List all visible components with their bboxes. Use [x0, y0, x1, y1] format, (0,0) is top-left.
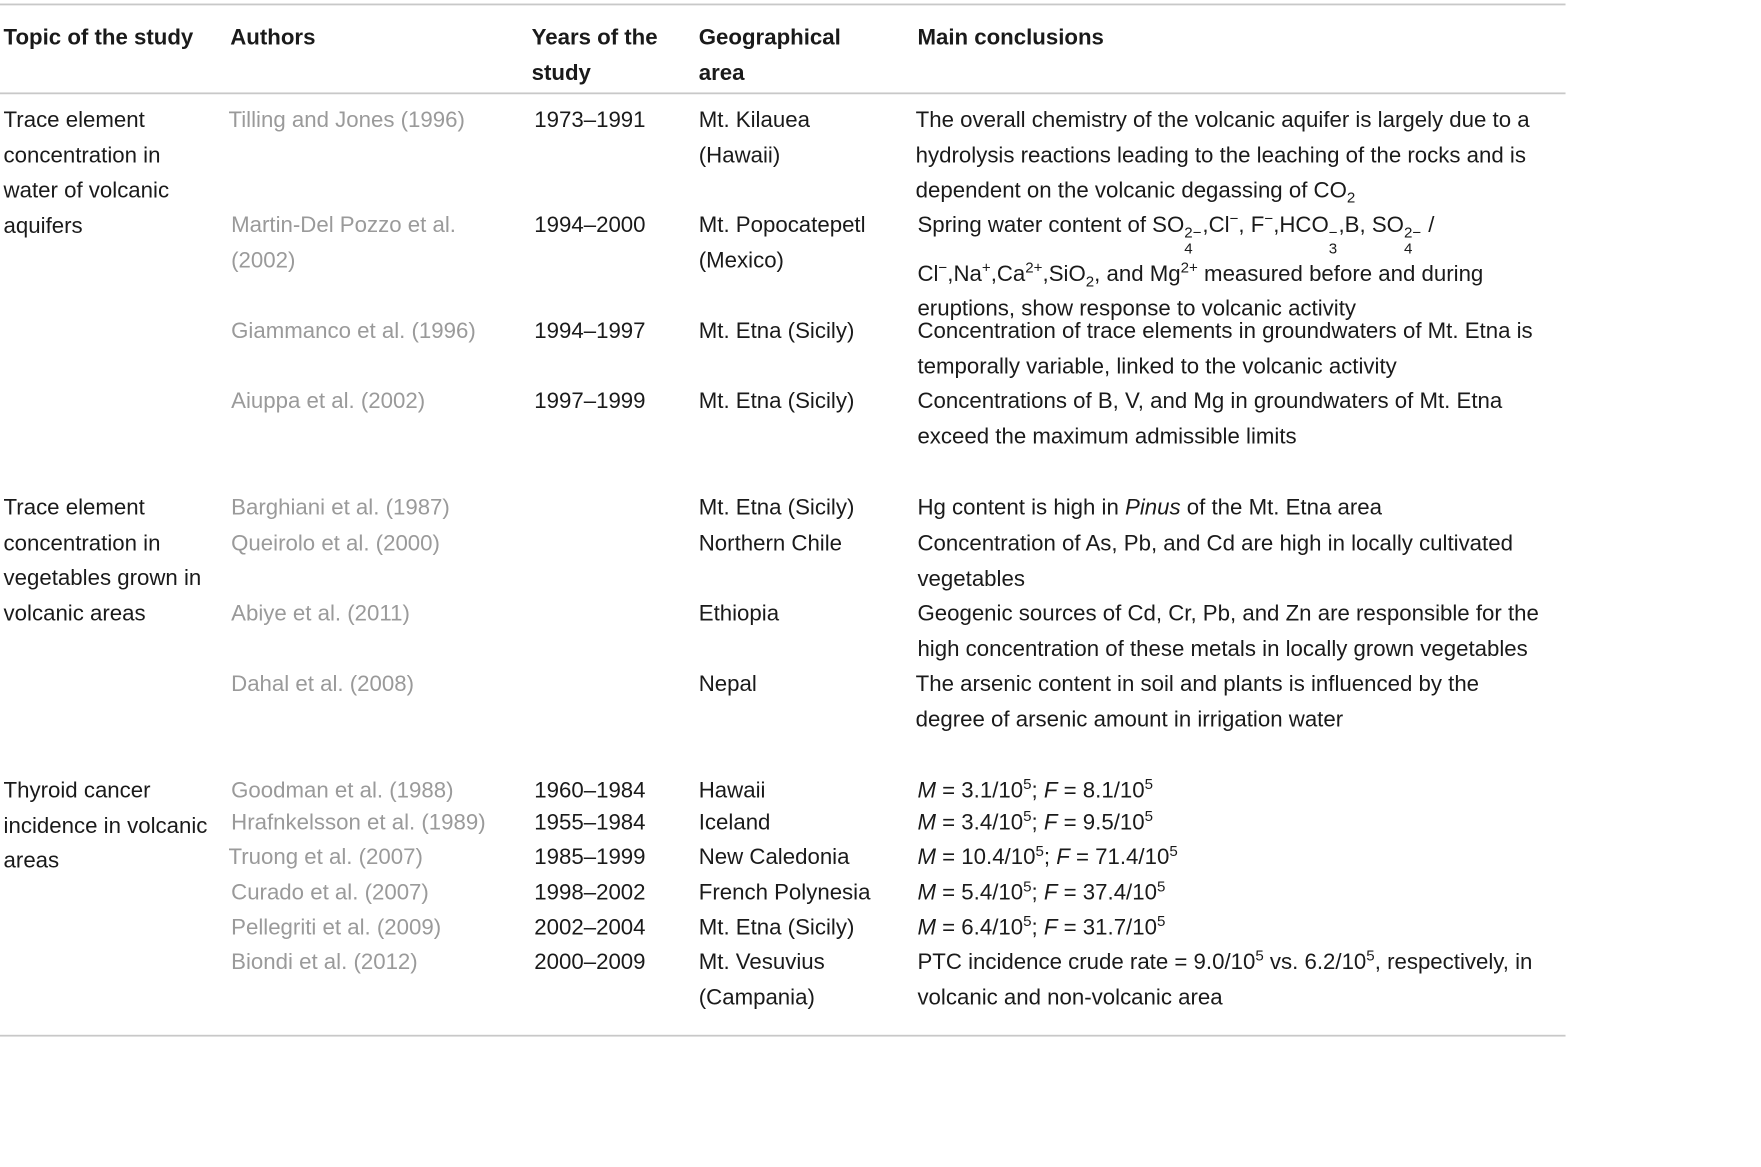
- header-topic: Topic of the study: [3, 24, 194, 50]
- conclusion-cell: Concentration of trace elements in groundwaters of Mt. Etna is temporally variable, linked to the volcanic activity: [917, 318, 1533, 379]
- author-cell: Pellegriti et al. (2009): [231, 914, 442, 940]
- author-cell: Dahal et al. (2008): [231, 671, 414, 697]
- area-cell: Iceland: [698, 809, 771, 835]
- table-bottom-rule: [0, 1035, 1566, 1037]
- conclusion-cell: Spring water content of SO 2− 4 ,Cl−, F−,HCO − 3 ,B, SO 2− 4 / $Cl^-,Na^+,Ca^{2+},SiO_2$, and $Mg^{2+}$ measured before and during eruptions, show response to volcanic activity: [917, 210, 1484, 322]
- author-cell: Goodman et al. (1988): [231, 777, 454, 803]
- years-cell: 1973–1991: [534, 107, 646, 133]
- area-cell: Nepal: [698, 671, 757, 697]
- area-cell: Mt. Etna (Sicily): [698, 914, 855, 940]
- author-cell: Tilling and Jones (1996): [228, 107, 465, 133]
- area-cell: Mt. Kilauea (Hawaii): [698, 107, 810, 168]
- years-cell: 2002–2004: [534, 914, 646, 940]
- area-cell: Mt. Popocatepetl (Mexico): [698, 212, 866, 273]
- author-cell: Biondi et al. (2012): [231, 949, 418, 975]
- author-cell: Abiye et al. (2011): [231, 600, 410, 626]
- conclusion-cell: $M = 5.4/10^5$; $F = 37.4/10^5$: [917, 878, 1166, 906]
- header-years: Years of the study: [531, 24, 658, 86]
- conclusion-cell: The arsenic content in soil and plants is influenced by the degree of arsenic amount in irrigation water: [915, 671, 1480, 732]
- conclusion-cell: $M = 10.4/10^5$; $F = 71.4/10^5$: [917, 842, 1178, 870]
- area-cell: Mt. Vesuvius (Campania): [698, 949, 825, 1010]
- author-cell: Truong et al. (2007): [228, 844, 423, 870]
- years-cell: 1997–1999: [534, 388, 646, 414]
- area-cell: Mt. Etna (Sicily): [698, 388, 855, 414]
- area-cell: Mt. Etna (Sicily): [698, 318, 855, 344]
- conclusion-cell: Concentrations of B, V, and Mg in groundwaters of Mt. Etna exceed the maximum admissible limits: [917, 388, 1503, 449]
- author-cell: Barghiani et al. (1987): [231, 495, 450, 521]
- header-conclusions: Main conclusions: [917, 24, 1104, 50]
- area-cell: French Polynesia: [698, 880, 871, 906]
- conclusion-cell: The overall chemistry of the volcanic aquifer is largely due to a hydrolysis reactions leading to the leaching of the rocks and is dependent on the volcanic degassing of $CO_2$: [915, 107, 1530, 207]
- topic-cell: Trace element concentration in vegetables grown in volcanic areas: [3, 495, 202, 626]
- author-cell: Queirolo et al. (2000): [231, 530, 440, 556]
- years-cell: 1960–1984: [534, 777, 646, 803]
- author-cell: Hrafnkelsson et al. (1989): [231, 809, 486, 835]
- conclusion-cell: $M = 3.4/10^5$; $F = 9.5/10^5$: [917, 807, 1154, 835]
- years-cell: 1994–1997: [534, 318, 646, 344]
- conclusion-cell: Concentration of As, Pb, and Cd are high in locally cultivated vegetables: [917, 530, 1513, 591]
- conclusion-cell: $M = 6.4/10^5$; $F = 31.7/10^5$: [917, 912, 1166, 940]
- area-cell: Ethiopia: [698, 600, 780, 626]
- years-cell: 1998–2002: [534, 880, 646, 906]
- header-rule: [0, 92, 1566, 94]
- table-top-rule: [0, 4, 1566, 6]
- years-cell: 1955–1984: [534, 809, 646, 835]
- years-cell: 2000–2009: [534, 949, 646, 975]
- header-area: Geographical area: [698, 24, 841, 86]
- author-cell: Giammanco et al. (1996): [231, 318, 476, 344]
- conclusion-cell: Hg content is high in Pinus of the Mt. Etna area: [917, 495, 1382, 521]
- area-cell: Hawaii: [698, 777, 766, 803]
- years-cell: 1985–1999: [534, 844, 646, 870]
- author-cell: Aiuppa et al. (2002): [231, 388, 426, 414]
- area-cell: New Caledonia: [698, 844, 850, 870]
- area-cell: Mt. Etna (Sicily): [698, 495, 855, 521]
- conclusion-cell: PTC incidence crude rate = $9.0/10^5$ vs. $6.2/10^5$, respectively, in volcanic and non-volcanic area: [917, 947, 1533, 1010]
- years-cell: 1994–2000: [534, 212, 646, 238]
- conclusion-cell: Geogenic sources of Cd, Cr, Pb, and Zn are responsible for the high concentration of these metals in locally grown vegetables: [917, 600, 1539, 661]
- area-cell: Northern Chile: [698, 530, 843, 556]
- author-cell: Martin-Del Pozzo et al. (2002): [231, 212, 456, 273]
- conclusion-cell: $M = 3.1/10^5$; $F = 8.1/10^5$: [917, 775, 1154, 803]
- header-authors: Authors: [230, 24, 316, 50]
- author-cell: Curado et al. (2007): [231, 880, 429, 906]
- topic-cell: Thyroid cancer incidence in volcanic areas: [3, 777, 208, 873]
- topic-cell: Trace element concentration in water of volcanic aquifers: [3, 107, 170, 238]
